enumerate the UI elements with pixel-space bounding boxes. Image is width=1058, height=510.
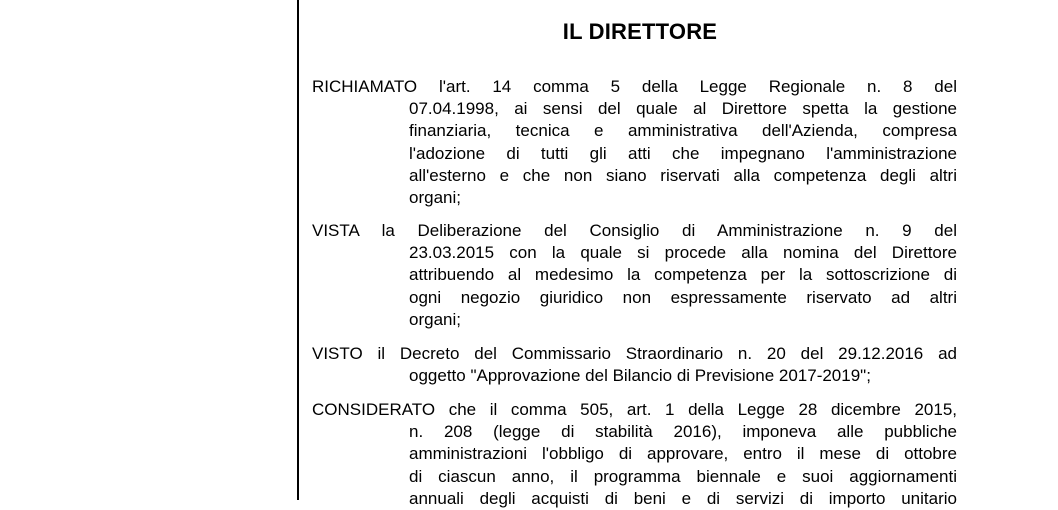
paragraph-line: annuali degli acquisti di beni e di servizi di importo unitario [409, 488, 957, 508]
page-title: IL DIRETTORE [562, 19, 718, 44]
paragraph-line: VISTO il Decreto del Commissario Straordinario n. 20 del 29.12.2016 ad [312, 344, 957, 363]
paragraph-vista [312, 220, 957, 331]
paragraph-line: l'adozione di tutti gli atti che impegnano l'amministrazione [409, 143, 957, 163]
paragraph-considerato [312, 399, 957, 510]
left-margin-rule [297, 0, 299, 500]
paragraph-line: VISTA la Deliberazione del Consiglio di Amministrazione n. 9 del [312, 221, 957, 240]
paragraph-visto [312, 343, 957, 387]
paragraph-line: amministrazioni l'obbligo di approvare, entro il mese di ottobre [409, 444, 957, 464]
paragraph-line: ogni negozio giuridico non espressamente riservato ad altri [409, 287, 957, 307]
paragraph-line: attribuendo al medesimo la competenza per la sottoscrizione di [409, 265, 957, 285]
paragraph-line: 07.04.1998, ai sensi del quale al Direttore spetta la gestione [409, 99, 957, 119]
paragraph-richiamato [312, 76, 957, 209]
paragraph-line: oggetto "Approvazione del Bilancio di Previsione 2017-2019"; [409, 366, 871, 386]
paragraph-line: all'esterno e che non siano riservati alla competenza degli altri [409, 165, 957, 185]
paragraph-line: organi; [409, 309, 461, 329]
paragraph-line: CONSIDERATO che il comma 505, art. 1 della Legge 28 dicembre 2015, [312, 400, 957, 419]
paragraph-line: finanziaria, tecnica e amministrativa dell'Azienda, compresa [409, 121, 957, 141]
paragraph-line: di ciascun anno, il programma biennale e suoi aggiornamenti [409, 466, 957, 486]
paragraph-line: n. 208 (legge di stabilità 2016), imponeva alle pubbliche [409, 422, 957, 442]
paragraph-line: 23.03.2015 con la quale si procede alla nomina del Direttore [409, 243, 957, 263]
paragraph-line: organi; [409, 188, 461, 208]
paragraph-line: RICHIAMATO l'art. 14 comma 5 della Legge Regionale n. 8 del [312, 77, 957, 96]
